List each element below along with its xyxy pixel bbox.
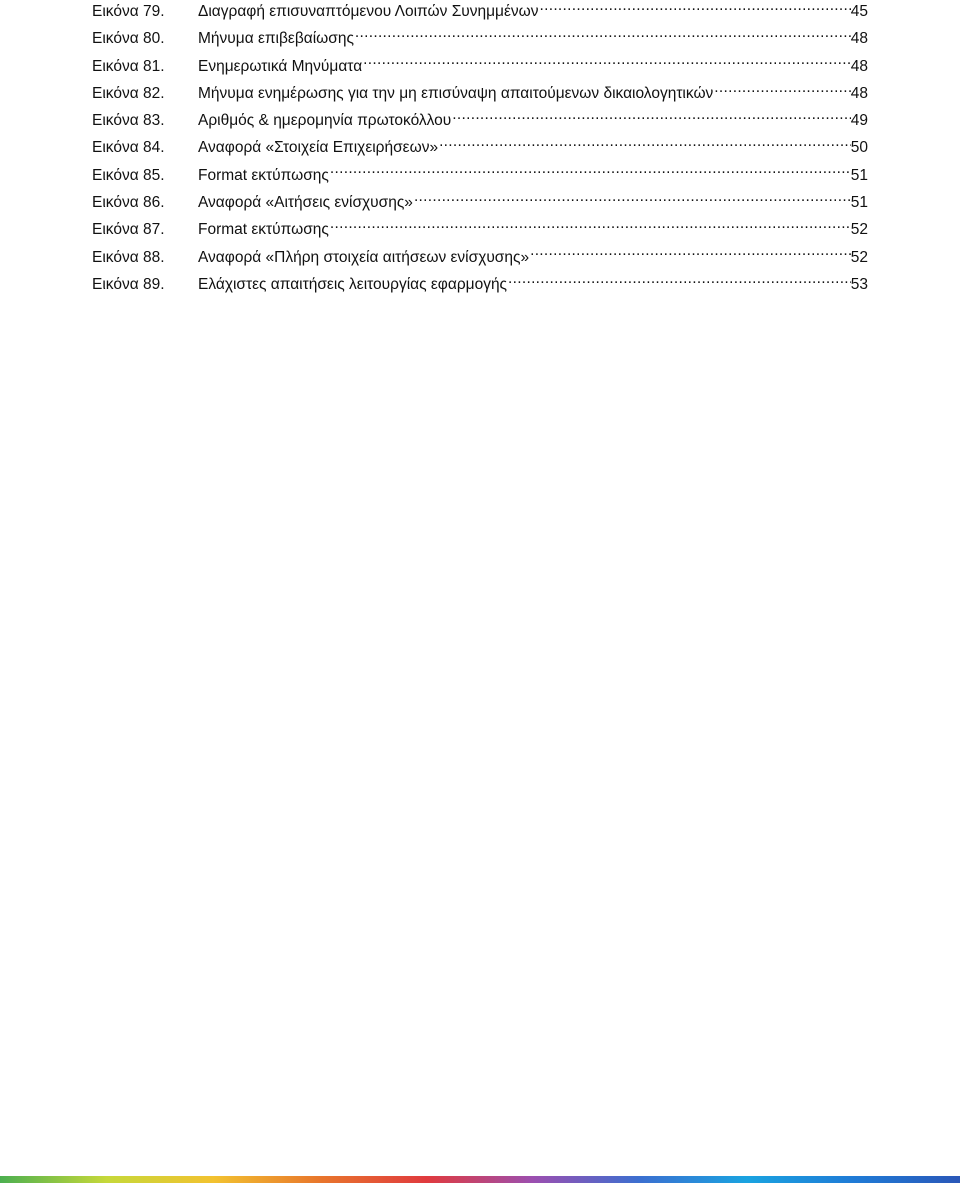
toc-entry[interactable] [92, 271, 868, 298]
page-number: 50 [850, 139, 868, 157]
figure-title: Διαγραφή επισυναπτόμενου Λοιπών Συνημμένων [198, 3, 539, 20]
page-number: 48 [850, 57, 868, 75]
figure-title: Ενημερωτικά Μηνύματα [198, 57, 363, 75]
figure-title: Αναφορά «Στοιχεία Επιχειρήσεων» [198, 139, 439, 157]
dot-leader [529, 246, 851, 262]
dot-leader [329, 164, 851, 180]
figure-label: Εικόνα 86. [92, 194, 165, 212]
dot-leader [329, 219, 851, 235]
toc-entry[interactable] [92, 216, 868, 243]
dot-leader [438, 137, 851, 153]
figure-label: Εικόνα 89. [92, 275, 165, 293]
page-number: 51 [850, 166, 868, 184]
toc-entry[interactable] [92, 189, 868, 216]
toc-entry[interactable] [92, 0, 868, 25]
figure-title: Αριθμός & ημερομηνία πρωτοκόλλου [198, 112, 452, 130]
list-of-figures [92, 0, 868, 298]
dot-leader [362, 55, 851, 71]
figure-label: Εικόνα 85. [92, 166, 165, 184]
figure-label: Εικόνα 84. [92, 139, 165, 157]
dot-leader [507, 273, 851, 289]
page-number: 45 [850, 3, 868, 20]
page-number: 52 [850, 248, 868, 266]
figure-label: Εικόνα 82. [92, 84, 165, 102]
toc-entry[interactable] [92, 244, 868, 271]
figure-title: Format εκτύπωσης [198, 166, 329, 184]
figure-title: Μήνυμα επιβεβαίωσης [198, 30, 354, 48]
figure-label: Εικόνα 87. [92, 221, 165, 239]
dot-leader [713, 82, 850, 98]
figure-label: Εικόνα 80. [92, 30, 165, 48]
page-number: 52 [850, 221, 868, 239]
figure-label: Εικόνα 81. [92, 57, 165, 75]
dot-leader [413, 192, 851, 208]
figure-title: Format εκτύπωσης [198, 221, 329, 239]
footer-color-band [0, 1176, 960, 1183]
page-number: 51 [850, 194, 868, 212]
page-number: 49 [850, 112, 868, 130]
figure-label: Εικόνα 79. [92, 3, 165, 20]
figure-title: Ελάχιστες απαιτήσεις λειτουργίας εφαρμογής [198, 275, 508, 293]
toc-entry[interactable] [92, 134, 868, 161]
dot-leader [451, 110, 850, 126]
toc-entry[interactable] [92, 107, 868, 134]
figure-title: Αναφορά «Αιτήσεις ενίσχυσης» [198, 194, 413, 212]
toc-entry[interactable] [92, 53, 868, 80]
page-number: 48 [850, 30, 868, 48]
page-number: 53 [850, 275, 868, 293]
figure-label: Εικόνα 88. [92, 248, 165, 266]
toc-entry[interactable] [92, 25, 868, 52]
figure-label: Εικόνα 83. [92, 112, 165, 130]
figure-title: Μήνυμα ενημέρωσης για την μη επισύναψη απαιτούμενων δικαιολογητικών [198, 84, 714, 102]
dot-leader [354, 28, 851, 44]
toc-entry[interactable] [92, 162, 868, 189]
figure-title: Αναφορά «Πλήρη στοιχεία αιτήσεων ενίσχυσης» [198, 248, 530, 266]
toc-entry[interactable] [92, 80, 868, 107]
dot-leader [539, 1, 851, 17]
page-number: 48 [850, 84, 868, 102]
